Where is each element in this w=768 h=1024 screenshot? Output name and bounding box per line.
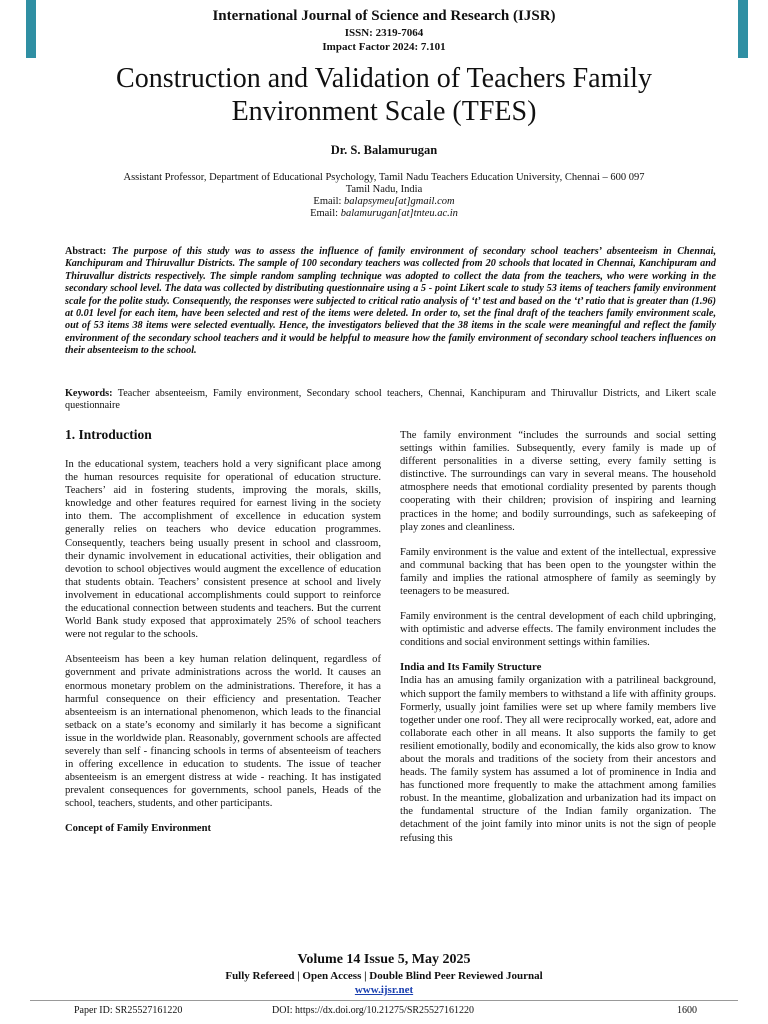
subheading-india-family-structure: India and Its Family Structure (400, 661, 542, 674)
section-heading-introduction: 1. Introduction (65, 427, 152, 442)
paper-title: Construction and Validation of Teachers Family Environment Scale (TFES) (116, 63, 652, 127)
keywords-text: Teacher absenteeism, Family environment, Secondary school teachers, Chennai, Kanchipuram and Thiruvallur Districts, and Likert scale questionnaire (65, 388, 716, 412)
footer-volume: Volume 14 Issue 5, May 2025 (297, 952, 471, 967)
email-label: Email: (310, 208, 339, 219)
paragraph: In the educational system, teachers hold a very significant place among the human resources requisite for operational of education structure. Teachers’ aid in fostering students, improving the morals, skills, knowledge and other features required for earnest living in the society into them. The accomplishment of excellence in education system generally relies on teachers who device education programmes. Consequently, teachers being usually present in school and classroom, their dynamic involvement in educational activities, their obligation and devotion to school objectives would augment the excellence of education that students obtain. Teachers’ consistent presence at school and lively involvement in educational accomplishments could support to reinforce the educational connection between students and teachers. But the current World Bank study exposed that approximately 25% of school teachers were not regular to the schools. (65, 459, 381, 641)
issn: ISSN: 2319-7064 (344, 27, 424, 39)
email-line-2 (60, 208, 708, 220)
affiliation-block (60, 172, 708, 220)
affiliation-line: Assistant Professor, Department of Educational Psychology, Tamil Nadu Teachers Education University, Chennai – 600 097 (123, 172, 645, 183)
impact-factor: Impact Factor 2024: 7.101 (322, 41, 446, 53)
email-1[interactable]: balapsymeu[at]gmail.com (344, 196, 455, 207)
footer-website-link[interactable]: www.ijsr.net (354, 984, 414, 996)
footer-refereed: Fully Refereed | Open Access | Double Blind Peer Reviewed Journal (225, 970, 543, 982)
paragraph: Family environment is the value and extent of the intellectual, expressive and communal backing that has been open to the youngster within the family and implies the rational atmosphere of family as seemingly by teenagers to be measured. (400, 546, 716, 598)
right-column (400, 429, 716, 845)
abstract-label: Abstract: (65, 246, 107, 257)
paragraph: India has an amusing family organization with a patrilineal background, which support the family members to withstand a life with affinity groups. Formerly, usually joint families were set up where family members live together under one roof. They all were reciprocally worked, eat, adore and collaborate each other in all means. It also supports the family to get resilient emotionally, bodily and economically, the kids also grow to know about the morals and traditions of the society from their ancestors and heads. The family system has assumed a lot of prominence in India and has functioned more frequently to make the attachment among families robust. In the meantime, globalization and urbanization had its impact on the fundamental structure of the Indian family organization. The detachment of the joint family into minor units is not the sign of people refusing this (400, 675, 716, 844)
footer-paper-id: Paper ID: SR25527161220 (74, 1005, 183, 1016)
footer-doi-link[interactable]: DOI: https://dx.doi.org/10.21275/SR25527161220 (272, 1005, 475, 1016)
affiliation-location: Tamil Nadu, India (345, 184, 423, 195)
journal-name: International Journal of Science and Research (IJSR) (212, 8, 556, 24)
email-label: Email: (313, 196, 342, 207)
abstract-text: The purpose of this study was to assess the influence of family environment of secondary school teachers’ absenteeism in Chennai, Kanchipuram and Thiruvallur Districts. The sample of 100 secondary teachers was collected from 20 schools that located in Chennai, Kanchipuram and Thiruvallur districts respectively. The simple random sampling technique was adopted to collect the data from the teachers, who were working in the secondary school level. The data was collected by distributing questionnaire using a 5 - point Likert scale to study 53 items of teachers family environment scale for the polite study. Consequently, the responses were subjected to critical ratio analysis of ‘t’ test and based on the ‘t’ ratio that is greater than (1.96) at 0.01 level for each item, have been selected and rest of the items were deleted. In order to, set the final draft of the teachers family environment scale, out of 53 items 38 items were selected eventually. Hence, the investigators believed that the 38 items in the scale were meaningful and reflect the family environment of the secondary school teachers and it would be helpful to measure how the family environment of secondary school teachers influences on their absenteeism to the school. (65, 246, 716, 357)
subheading-concept-family-environment: Concept of Family Environment (65, 823, 212, 835)
left-column (65, 427, 381, 836)
paragraph: The family environment “includes the surrounds and social setting settings within families. Subsequently, every family is made up of different personalities in a diverse setting, every family setting is distinctive. The surroundings can vary in several means. The household atmosphere needs that emotional cordiality presented by parents though cooperating with their children; provision of inspiring and learning practices in the home; and bodily surroundings, such as safekeeping of play zones and cleanliness. (400, 430, 716, 533)
email-line-1 (60, 196, 708, 208)
keywords (65, 388, 716, 413)
author-name: Dr. S. Balamurugan (330, 143, 438, 157)
page-number: 1600 (677, 1005, 697, 1016)
paragraph: Absenteeism has been a key human relation delinquent, regardless of government and private administrations across the world. It causes an enormous monetary problem on the administrations. Therefore, it has a harmful consequence on their efficiency and presentation. Teacher absenteeism is an international phenomenon, which leads to the financial setback on a state’s economy and similarly it has become a significant issue in the worldwide plan. Reasonably, government schools are affected severely than self - financing schools in terms of absenteeism of teachers in offering excellence in education to students. The issue of teacher absenteeism is an emergent distress at wide - reaching. It has instigated prevalent consequences for governments, school panels, Heads of the school, teachers, students, and other participants. (65, 654, 381, 810)
footer-divider (30, 1000, 738, 1001)
keywords-label: Keywords: (65, 388, 113, 399)
email-2[interactable]: balamurugan[at]tnteu.ac.in (340, 208, 458, 219)
abstract (65, 246, 716, 358)
paragraph: Family environment is the central development of each child upbringing, with optimistic and adverse effects. The family environment includes the conditions and social environment settings within families. (400, 611, 716, 649)
